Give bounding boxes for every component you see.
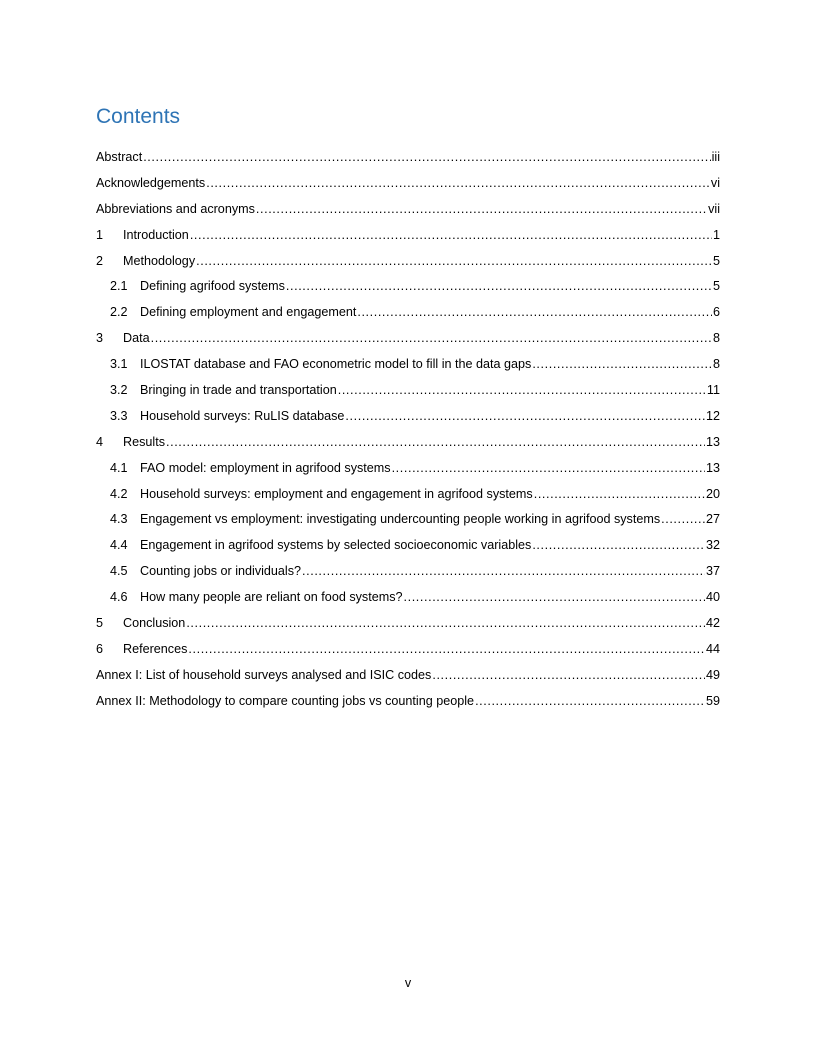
dot-leader [151, 326, 712, 352]
toc-entry-page: 13 [705, 434, 720, 449]
toc-entry-page: 49 [705, 667, 720, 682]
toc-entry-number: 4.1 [110, 460, 128, 475]
toc-entry-title: Methodology [123, 253, 196, 268]
toc-entry-page: 32 [705, 538, 720, 553]
dot-leader [432, 663, 705, 689]
toc-entry-title: References [123, 641, 188, 656]
toc-entry-title: Defining agrifood systems [140, 279, 285, 294]
toc-entry-title: How many people are reliant on food systems? [140, 590, 403, 605]
toc-entry-title: Bringing in trade and transportation [140, 383, 337, 398]
toc-entry-title: Annex I: List of household surveys analysed and ISIC codes [96, 667, 432, 682]
toc-entry-number: 3.2 [110, 383, 128, 398]
table-of-contents [96, 145, 720, 715]
toc-entry-number: 3.1 [110, 357, 128, 372]
dot-leader [404, 585, 705, 611]
toc-entry[interactable] [96, 663, 720, 689]
toc-entry[interactable] [96, 585, 720, 611]
toc-entry-title: Abbreviations and acronyms [96, 201, 255, 216]
toc-entry-title: Acknowledgements [96, 175, 206, 190]
toc-entry[interactable] [96, 507, 720, 533]
toc-entry-number: 2.1 [110, 279, 128, 294]
dot-leader [534, 482, 705, 508]
toc-entry[interactable] [96, 430, 720, 456]
toc-entry-page: vii [708, 201, 720, 216]
dot-leader [661, 507, 705, 533]
toc-entry-title: Household surveys: RuLIS database [140, 408, 345, 423]
toc-entry-title: ILOSTAT database and FAO econometric model to fill in the data gaps [140, 357, 532, 372]
toc-entry-page: 44 [705, 641, 720, 656]
toc-entry-title: Household surveys: employment and engagement in agrifood systems [140, 486, 533, 501]
toc-entry[interactable] [96, 689, 720, 715]
dot-leader [286, 274, 712, 300]
toc-entry-page: iii [711, 150, 720, 164]
toc-entry-title: Abstract [96, 150, 143, 164]
toc-entry-page: 13 [705, 460, 720, 475]
toc-entry-title: Engagement in agrifood systems by selected socioeconomic variables [140, 538, 532, 553]
toc-entry-page: vi [710, 175, 720, 190]
toc-entry-page: 42 [705, 616, 720, 631]
toc-entry[interactable] [96, 559, 720, 585]
toc-entry[interactable] [96, 456, 720, 482]
toc-entry-page: 5 [712, 279, 720, 294]
toc-entry-title: FAO model: employment in agrifood systems [140, 460, 391, 475]
toc-entry[interactable] [96, 404, 720, 430]
dot-leader [143, 145, 710, 171]
toc-entry-number: 1 [96, 227, 104, 242]
toc-entry[interactable] [96, 171, 720, 197]
toc-entry[interactable] [96, 378, 720, 404]
dot-leader [357, 300, 712, 326]
toc-entry-page: 6 [712, 305, 720, 320]
toc-entry[interactable] [96, 145, 720, 171]
toc-entry-number: 4.2 [110, 486, 128, 501]
toc-entry-page: 8 [712, 357, 720, 372]
dot-leader [475, 689, 705, 715]
toc-entry-page: 37 [705, 564, 720, 579]
dot-leader [345, 404, 705, 430]
toc-entry-page: 59 [705, 693, 720, 708]
dot-leader [392, 456, 705, 482]
toc-entry[interactable] [96, 197, 720, 223]
toc-entry[interactable] [96, 300, 720, 326]
toc-entry[interactable] [96, 611, 720, 637]
toc-entry-number: 3 [96, 331, 104, 346]
toc-entry[interactable] [96, 223, 720, 249]
toc-entry-title: Engagement vs employment: investigating undercounting people working in agrifood systems [140, 512, 661, 527]
toc-entry[interactable] [96, 352, 720, 378]
dot-leader [338, 378, 706, 404]
toc-entry[interactable] [96, 637, 720, 663]
toc-entry-page: 20 [705, 486, 720, 501]
toc-entry-number: 4.6 [110, 590, 128, 605]
toc-entry-title: Data [123, 331, 150, 346]
dot-leader [532, 533, 705, 559]
toc-entry-number: 4.4 [110, 538, 128, 553]
toc-entry-number: 3.3 [110, 408, 128, 423]
toc-entry-title: Conclusion [123, 616, 186, 631]
dot-leader [302, 559, 705, 585]
dot-leader [206, 171, 710, 197]
toc-entry-page: 27 [705, 512, 720, 527]
toc-entry-page: 40 [705, 590, 720, 605]
toc-entry[interactable] [96, 249, 720, 275]
toc-entry-number: 2 [96, 253, 104, 268]
toc-entry-page: 8 [712, 331, 720, 346]
toc-entry-number: 2.2 [110, 305, 128, 320]
toc-entry-title: Introduction [123, 227, 189, 242]
toc-entry-number: 4.3 [110, 512, 128, 527]
page-title: Contents [96, 105, 181, 128]
toc-entry-title: Counting jobs or individuals? [140, 564, 302, 579]
dot-leader [188, 637, 705, 663]
dot-leader [532, 352, 712, 378]
toc-entry[interactable] [96, 482, 720, 508]
toc-entry[interactable] [96, 533, 720, 559]
dot-leader [166, 430, 705, 456]
dot-leader [186, 611, 705, 637]
dot-leader [256, 197, 707, 223]
page-number: v [404, 976, 412, 990]
dot-leader [196, 249, 712, 275]
toc-entry-title: Results [123, 434, 165, 449]
toc-entry[interactable] [96, 274, 720, 300]
toc-entry[interactable] [96, 326, 720, 352]
toc-entry-title: Defining employment and engagement [140, 305, 357, 320]
toc-entry-number: 4.5 [110, 564, 128, 579]
toc-entry-page: 1 [712, 227, 720, 242]
toc-entry-number: 4 [96, 434, 104, 449]
dot-leader [190, 223, 712, 249]
toc-entry-page: 12 [705, 408, 720, 423]
toc-entry-number: 6 [96, 641, 104, 656]
toc-entry-number: 5 [96, 616, 104, 631]
toc-entry-title: Annex II: Methodology to compare counting jobs vs counting people [96, 693, 475, 708]
toc-entry-page: 11 [706, 383, 720, 398]
toc-entry-page: 5 [712, 253, 720, 268]
